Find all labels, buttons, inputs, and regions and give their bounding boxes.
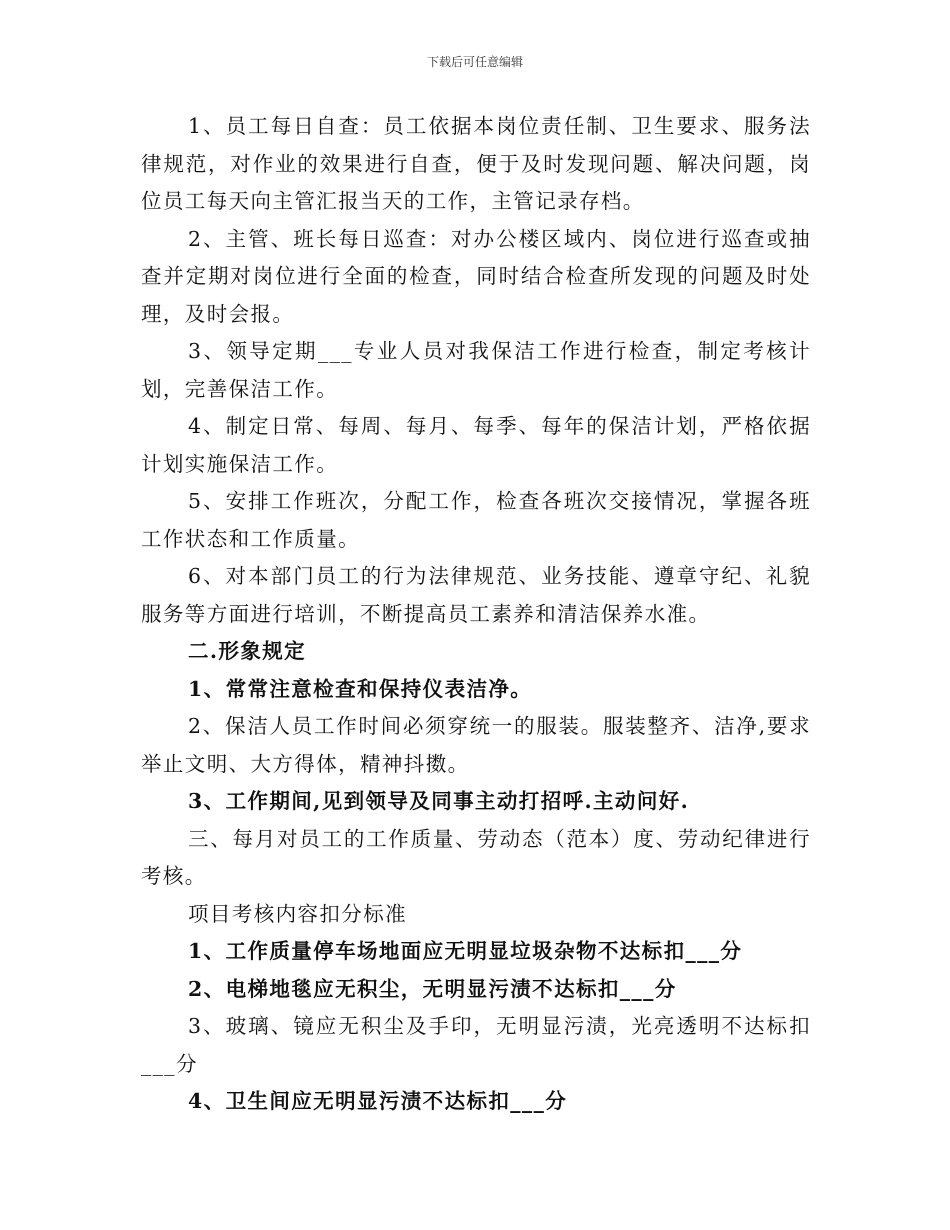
table-caption: 项目考核内容扣分标准 <box>188 901 407 926</box>
paragraph: 4、制定日常、每周、每月、每季、每年的保洁计划，严格依据计划实施保洁工作。 <box>141 414 811 476</box>
section-heading: 二.形象规定 <box>188 639 307 663</box>
paragraph: 6、对本部门员工的行为法律规范、业务技能、遵章守纪、礼貌服务等方面进行培训，不断提高员工素养和清洁保养水准。 <box>141 564 811 626</box>
assessment-item: 2、电梯地毯应无积尘，无明显污渍不达标扣___分 <box>188 976 677 1001</box>
assessment-item: 3、玻璃、镜应无积尘及手印，无明显污渍，光亮透明不达标扣___分 <box>141 1014 811 1076</box>
section-heading: 三、每月对员工的工作质量、劳动态（范本）度、劳动纪律进行考核。 <box>141 826 811 888</box>
paragraph: 1、员工每日自查：员工依据本岗位责任制、卫生要求、服务法律规范，对作业的效果进行自查，便于及时发现问题、解决问题，岗位员工每天向主管汇报当天的工作，主管记录存档。 <box>141 114 811 213</box>
assessment-item: 4、卫生间应无明显污渍不达标扣___分 <box>188 1089 568 1113</box>
paragraph: 2、主管、班长每日巡查：对办公楼区域内、岗位进行巡查或抽查并定期对岗位进行全面的检查，同时结合检查所发现的问题及时处理，及时会报。 <box>141 226 811 326</box>
paragraph: 1、常常注意检查和保持仪表洁净。 <box>188 676 533 701</box>
paragraph: 3、领导定期___专业人员对我保洁工作进行检查，制定考核计划，完善保洁工作。 <box>141 339 811 401</box>
assessment-item: 1、工作质量停车场地面应无明显垃圾杂物不达标扣___分 <box>188 939 743 963</box>
paragraph: 3、工作期间,见到领导及同事主动打招呼.主动问好. <box>188 789 690 813</box>
paragraph: 2、保洁人员工作时间必须穿统一的服装。服装整齐、洁净,要求举止文明、大方得体，精神抖擞。 <box>141 714 811 776</box>
paragraph: 5、安排工作班次，分配工作，检查各班次交接情况，掌握各班工作状态和工作质量。 <box>141 489 811 551</box>
document-body <box>141 108 811 1121</box>
page-header-note: 下载后可任意编辑 <box>426 55 523 69</box>
